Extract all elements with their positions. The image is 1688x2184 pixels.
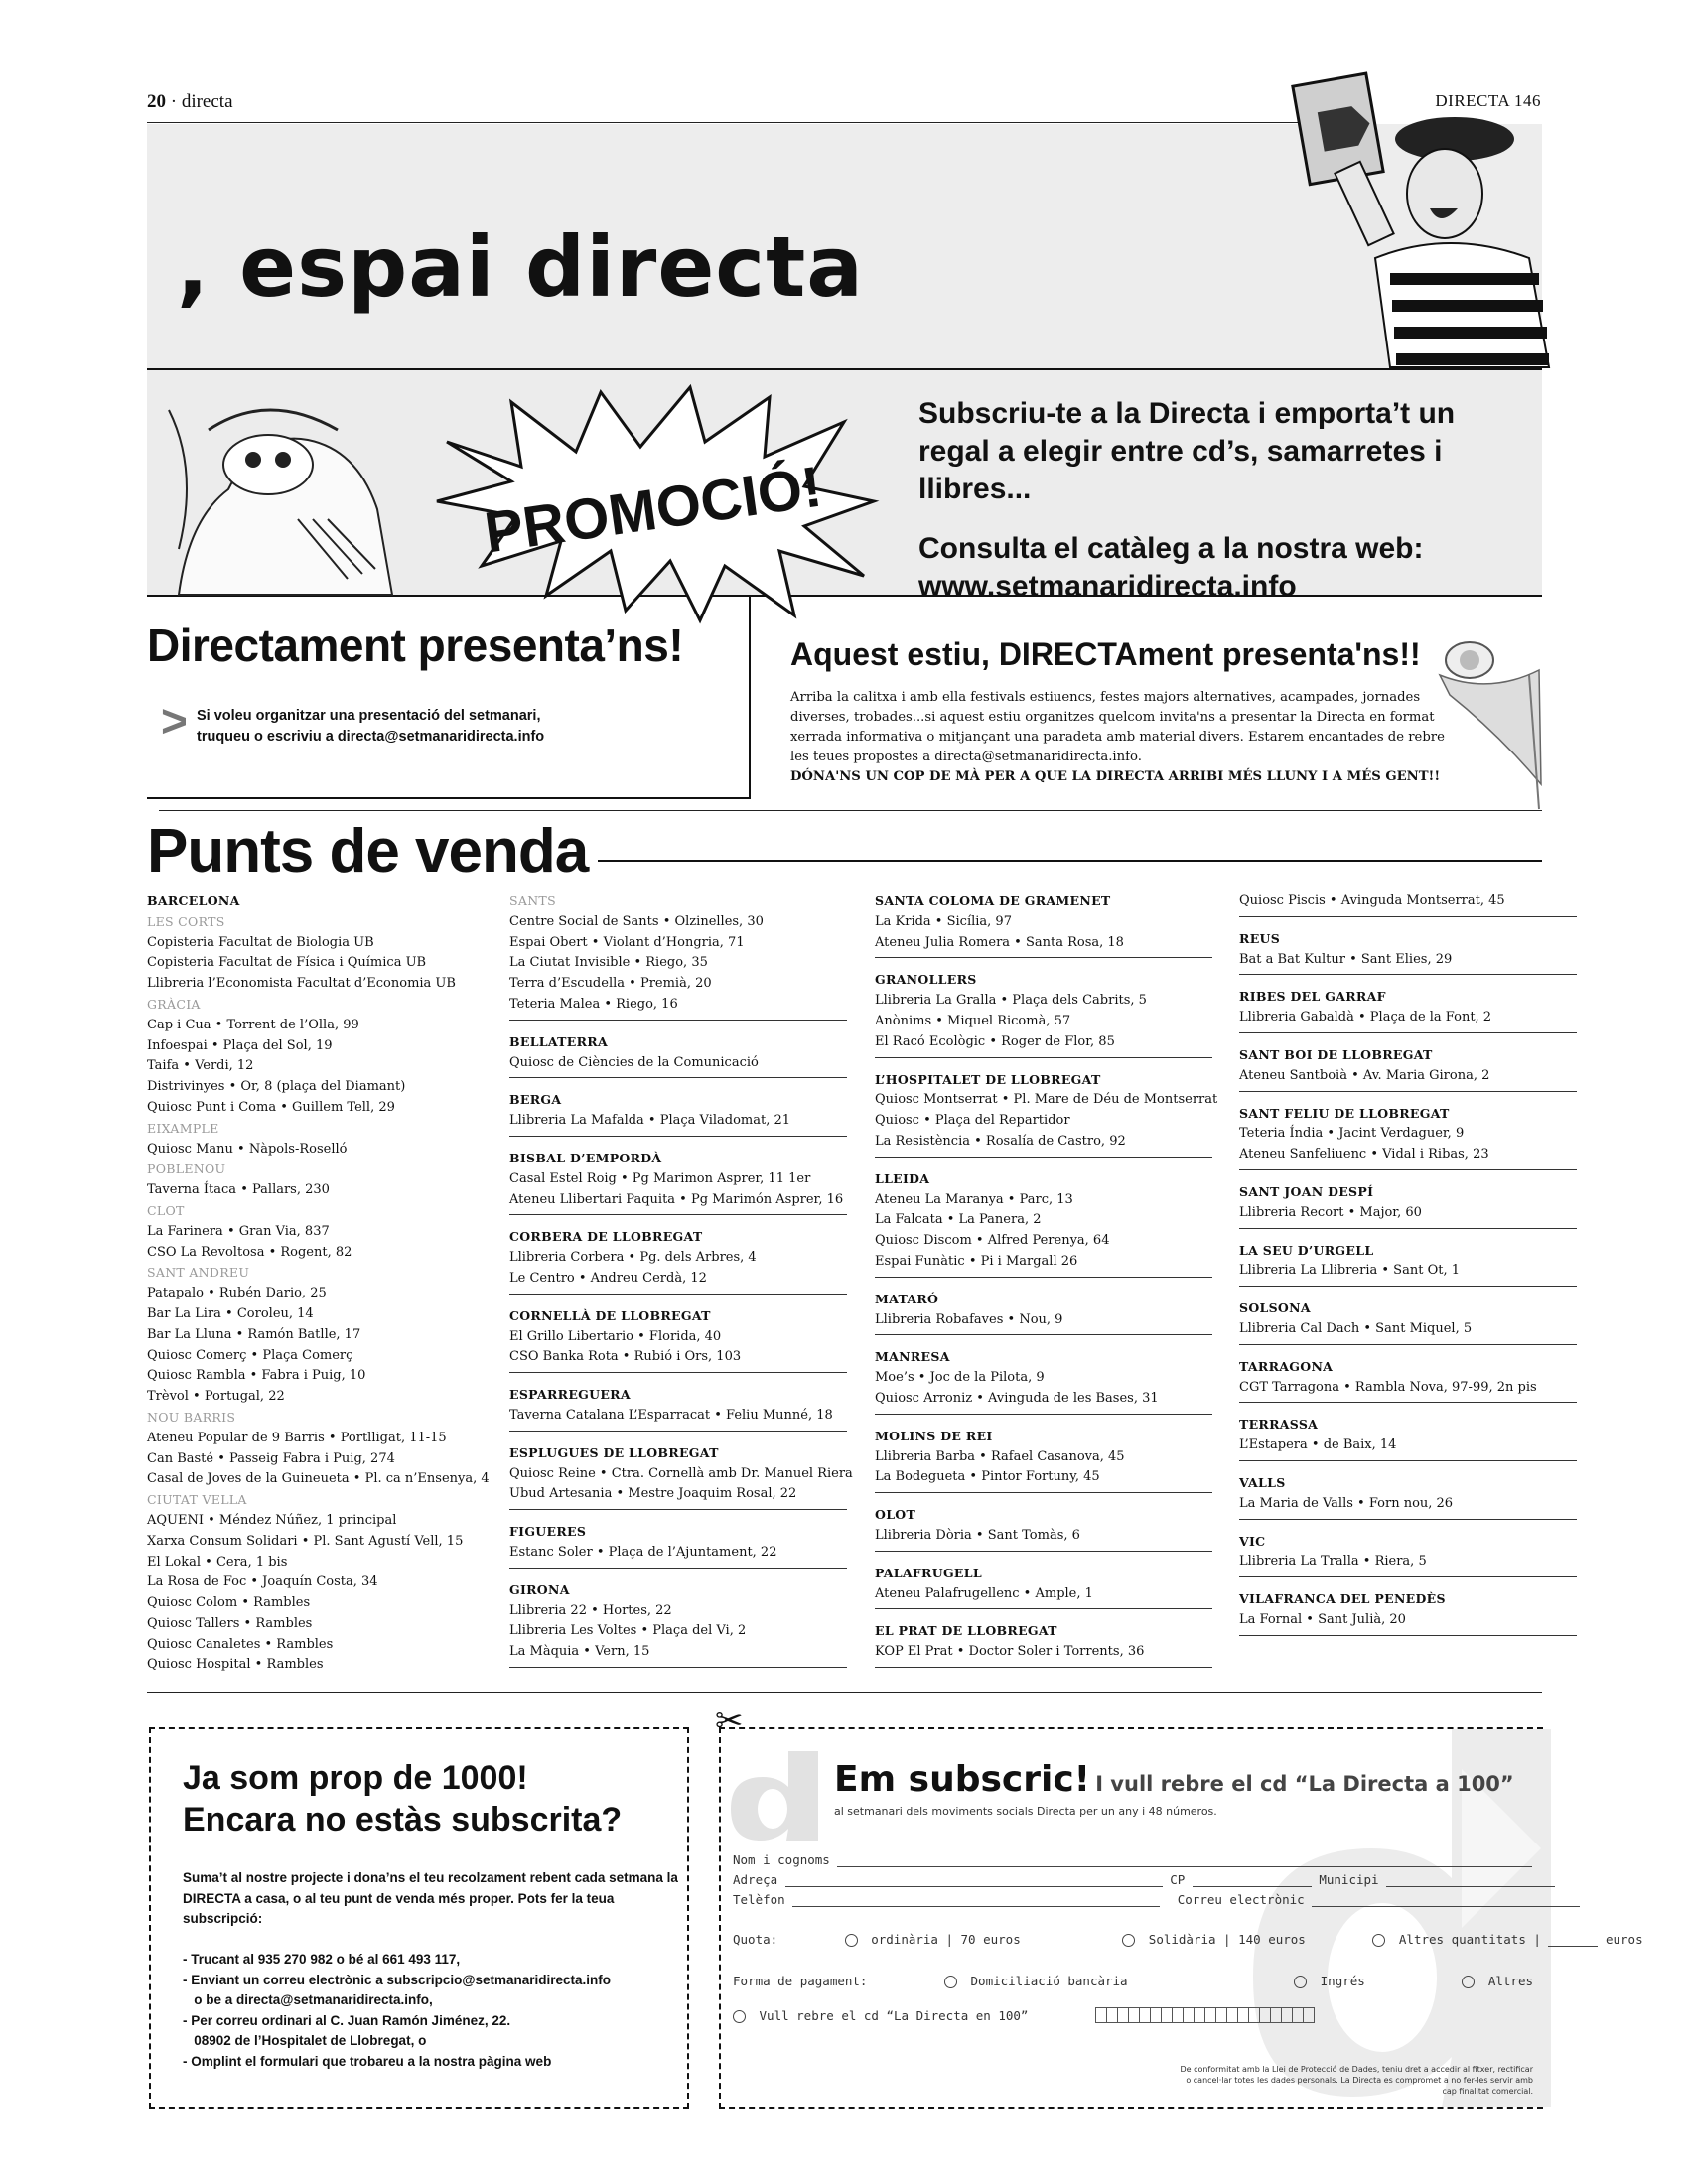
sale-point-entry: Xarxa Consum Solidari • Pl. Sant Agustí Vell, 15 <box>147 1533 464 1549</box>
phone-label: Telèfon <box>733 1892 785 1907</box>
sale-point-entry: Quiosc Discom • Alfred Perenya, 64 <box>875 1233 1110 1249</box>
name-label: Nom i cognoms <box>733 1852 830 1867</box>
presentation-right-body: Arriba la calitxa i amb ella festivals estiuencs, festes majors alternatives, acampades, jornades diverses, trobades...si aquest estiu organitzes quelcom invita'ns a presentar la Directa en format xerrada informativa o mitjançant una paradeta amb material divers. Estarem encantades de rebre les teues propostes a directa@setmanaridirecta.info. DÓNA'NS UN COP DE MÀ PER A QUE LA DIRECTA ARRIBI MÉS LLUNY I A MÉS GENT!! <box>790 690 1445 784</box>
email-field[interactable] <box>1312 1893 1580 1907</box>
sale-point-entry: Ateneu Santboià • Av. Maria Girona, 2 <box>1239 1067 1490 1083</box>
city-heading: PALAFRUGELL <box>875 1565 982 1580</box>
city-heading: GRANOLLERS <box>875 972 977 988</box>
city-group <box>1239 1473 1577 1520</box>
city-group <box>147 891 490 1680</box>
sale-point-entry: Llibreria 22 • Hortes, 22 <box>509 1602 672 1618</box>
promo-burst-text: PROMOCIÓ! <box>481 454 826 566</box>
sale-point-entry: Llibreria Gabaldà • Plaça de la Font, 2 <box>1239 1010 1492 1025</box>
name-field[interactable] <box>837 1853 1532 1867</box>
sale-point-entry: Llibreria La Llibreria • Sant Ot, 1 <box>1239 1263 1460 1279</box>
phone-field[interactable] <box>792 1893 1160 1907</box>
sale-point-entry: Llibreria La Tralla • Riera, 5 <box>1239 1554 1427 1570</box>
points-of-sale-column <box>147 891 490 1692</box>
euros-label: euros <box>1605 1932 1643 1947</box>
sale-point-entry: Llibreria Barba • Rafael Casanova, 45 <box>875 1448 1125 1464</box>
sale-point-entry: Casal Estel Roig • Pg Marimon Asprer, 11 1er <box>509 1170 811 1186</box>
points-of-sale-column <box>1239 891 1577 1648</box>
city-group <box>509 1090 847 1137</box>
sale-point-entry: Llibreria Les Voltes • Plaça del Vi, 2 <box>509 1623 747 1639</box>
presentation-right-box <box>751 597 1542 807</box>
sale-point-entry: Llibreria Corbera • Pg. dels Arbres, 4 <box>509 1250 757 1266</box>
quota-other-label: Altres quantitats | <box>1398 1932 1541 1947</box>
sale-point-entry: Patapalo • Rubén Dario, 25 <box>147 1286 327 1301</box>
sale-point-entry: Quiosc Tallers • Rambles <box>147 1615 313 1631</box>
sale-point-entry: Quiosc Reine • Ctra. Cornellà amb Dr. Manuel Riera <box>509 1465 853 1481</box>
sale-point-entry: Terra d’Escudella • Premià, 20 <box>509 976 712 992</box>
presentation-left-box <box>147 597 751 799</box>
presentation-left-title: Directament presenta’ns! <box>147 619 684 671</box>
presentation-cta: DÓNA'NS UN COP DE MÀ PER A QUE LA DIRECTA ARRIBI MÉS LLUNY I A MÉS GENT!! <box>790 769 1441 784</box>
payment-label: Forma de pagament: <box>733 1974 868 1988</box>
issue-label: DIRECTA 146 <box>1435 91 1541 110</box>
sale-point-entry: La Bodegueta • Pintor Fortuny, 45 <box>875 1469 1100 1485</box>
presentation-left-note: Si voleu organitzar una presentació del setmanari, truqueu o escriviu a directa@setmanaridirecta.info <box>197 706 633 748</box>
municipality-label: Municipi <box>1319 1872 1379 1887</box>
postcode-label: CP <box>1170 1872 1186 1887</box>
sale-point-entry: Ateneu Popular de 9 Barris • Portlligat, 11-15 <box>147 1430 447 1445</box>
scissors-icon: ✂ <box>715 1702 744 1741</box>
sale-point-entry: Quiosc Colom • Rambles <box>147 1595 311 1611</box>
legal-notice: De conformitat amb la Llei de Protecció de Dades, teniu dret a accedir al fitxer, rectificar o cancel·lar totes les dades personals. La Directa es compromet a no fer-les servir amb cap finalitat comercial. <box>1180 2065 1533 2096</box>
sale-point-entry: Quiosc Rambla • Fabra i Puig, 10 <box>147 1368 366 1384</box>
quota-solidarity-label: Solidària | 140 euros <box>1148 1932 1306 1947</box>
payment-deposit-radio[interactable] <box>1294 1976 1307 1988</box>
points-of-sale-column <box>509 891 853 1680</box>
subscription-method-item: - Omplint el formulari que trobareu a la nostra pàgina web <box>183 2053 552 2069</box>
sale-point-entry: Quiosc Piscis • Avinguda Montserrat, 45 <box>1239 893 1505 908</box>
city-group <box>875 1290 1212 1336</box>
sale-point-entry: Can Basté • Passeig Fabra i Puig, 274 <box>147 1450 395 1466</box>
city-heading: VILAFRANCA DEL PENEDÈS <box>1239 1591 1446 1607</box>
page-number: 20 · directa <box>147 91 233 112</box>
quota-other-radio[interactable] <box>1372 1934 1385 1947</box>
city-heading: ESPARREGUERA <box>509 1387 631 1403</box>
sale-point-entry: Centre Social de Sants • Olzinelles, 30 <box>509 913 764 929</box>
city-heading: MOLINS DE REI <box>875 1428 993 1443</box>
sale-point-entry: Taverna Catalana L’Esparracat • Feliu Munné, 18 <box>509 1407 833 1423</box>
cd-option-label: Vull rebre el cd “La Directa en 100” <box>759 2008 1029 2023</box>
chevron-right-icon: > <box>161 695 188 747</box>
city-heading: SANT JOAN DESPÍ <box>1239 1183 1374 1199</box>
city-heading: BISBAL D’EMPORDÀ <box>509 1150 662 1165</box>
city-heading: MATARÓ <box>875 1291 939 1306</box>
address-field[interactable] <box>785 1873 1163 1887</box>
sale-point-entry: Llibreria Recort • Major, 60 <box>1239 1204 1422 1220</box>
sale-point-entry: Quiosc Comerç • Plaça Comerç <box>147 1347 353 1363</box>
city-heading: MANRESA <box>875 1349 950 1365</box>
sale-point-entry: CSO Banka Rota • Rubió i Ors, 103 <box>509 1349 742 1365</box>
city-group <box>875 1427 1212 1493</box>
title-rule <box>598 860 1542 862</box>
sale-point-entry: Ateneu Sanfeliuenc • Vidal i Ribas, 23 <box>1239 1147 1489 1162</box>
city-group <box>1239 1357 1577 1404</box>
city-heading: CORBERA DE LLOBREGAT <box>509 1229 703 1245</box>
district-heading: GRÀCIA <box>147 996 201 1012</box>
city-group <box>1239 891 1577 917</box>
city-heading: OLOT <box>875 1507 916 1523</box>
city-group <box>509 1149 847 1215</box>
bank-account-field[interactable] <box>1095 2007 1314 2026</box>
subscribe-subtitle: al setmanari dels moviments socials Directa per un any i 48 números. <box>834 1805 1217 1818</box>
sale-point-entry: Quiosc Punt i Coma • Guillem Tell, 29 <box>147 1099 395 1115</box>
sale-point-entry: Ateneu Palafrugellenc • Ample, 1 <box>875 1585 1093 1601</box>
city-group <box>875 1169 1212 1278</box>
sale-point-entry: El Grillo Libertario • Florida, 40 <box>509 1328 722 1344</box>
sale-point-entry: Espai Obert • Violant d’Hongria, 71 <box>509 934 745 950</box>
points-of-sale-title: Punts de venda <box>147 817 589 886</box>
city-group <box>509 1580 847 1668</box>
sale-point-entry: Le Centro • Andreu Cerdà, 12 <box>509 1270 707 1286</box>
city-group <box>1239 987 1577 1033</box>
sale-point-entry: La Krida • Sicília, 97 <box>875 913 1012 929</box>
sale-point-entry: Bat a Bat Kultur • Sant Elies, 29 <box>1239 951 1453 967</box>
city-group <box>875 970 1212 1057</box>
sale-point-entry: Quiosc • Plaça del Repartidor <box>875 1113 1070 1129</box>
payment-direct-debit-label: Domiciliació bancària <box>970 1974 1128 1988</box>
city-heading: SANT FELIU DE LLOBREGAT <box>1239 1105 1450 1121</box>
sale-point-entry: La Rosa de Foc • Joaquín Costa, 34 <box>147 1574 378 1590</box>
payment-other-radio[interactable] <box>1462 1976 1475 1988</box>
sale-point-entry: Moe’s • Joc de la Pilota, 9 <box>875 1370 1045 1386</box>
section-rule <box>159 810 1542 811</box>
sale-point-entry: Llibreria La Gralla • Plaça dels Cabrits, 5 <box>875 993 1147 1009</box>
sale-point-entry: Ateneu Julia Romera • Santa Rosa, 18 <box>875 934 1124 950</box>
sale-point-entry: La Maria de Valls • Forn nou, 26 <box>1239 1495 1454 1511</box>
city-heading: TARRAGONA <box>1239 1358 1334 1374</box>
city-heading: FIGUERES <box>509 1524 587 1540</box>
account-digit-box[interactable] <box>1303 2007 1315 2023</box>
quota-label: Quota: <box>733 1932 778 1947</box>
city-group <box>509 1522 847 1569</box>
city-group <box>875 1505 1212 1552</box>
quota-ordinary-label: ordinària | 70 euros <box>871 1932 1021 1947</box>
city-group <box>509 891 847 1021</box>
city-heading: VALLS <box>1239 1474 1286 1490</box>
points-of-sale-column <box>875 891 1218 1680</box>
coupon-left-intro: Suma’t al nostre projecte i dona’ns el teu recolzament rebent cada setmana la DIRECTA a casa, o al teu punt de venda més proper. Pots fer la teua subscripció: <box>183 1870 678 1926</box>
city-heading: BARCELONA <box>147 893 240 908</box>
district-heading: SANT ANDREU <box>147 1265 250 1281</box>
city-group <box>1239 1532 1577 1578</box>
city-heading: GIRONA <box>509 1581 570 1597</box>
address-label: Adreça <box>733 1872 778 1887</box>
sale-point-entry: Llibreria Robafaves • Nou, 9 <box>875 1311 1063 1327</box>
district-heading: NOU BARRIS <box>147 1409 236 1425</box>
sale-point-entry: Quiosc Arroniz • Avinguda de les Bases, 31 <box>875 1390 1159 1406</box>
sale-point-entry: Quiosc Hospital • Rambles <box>147 1657 324 1673</box>
city-heading: LA SEU D’URGELL <box>1239 1242 1374 1258</box>
city-group <box>875 1621 1212 1668</box>
sale-point-entry: Quiosc Canaletes • Rambles <box>147 1636 334 1652</box>
sale-point-entry: L’Estapera • de Baix, 14 <box>1239 1437 1397 1453</box>
city-group <box>875 1564 1212 1610</box>
payment-direct-debit-radio[interactable] <box>944 1976 957 1988</box>
presentation-right-title: Aquest estiu, DIRECTAment presenta'ns!! <box>790 636 1421 672</box>
city-group <box>1239 1589 1577 1636</box>
sale-point-entry: Quiosc Manu • Nàpols-Roselló <box>147 1141 348 1157</box>
quota-other-amount-field[interactable] <box>1548 1933 1598 1947</box>
sale-point-entry: Quiosc de Ciències de la Comunicació <box>509 1054 759 1070</box>
district-heading: EIXAMPLE <box>147 1120 219 1136</box>
sale-point-entry: La Falcata • La Panera, 2 <box>875 1212 1042 1228</box>
city-heading: SANTA COLOMA DE GRAMENET <box>875 893 1111 908</box>
promo-line-2[interactable]: Consulta el catàleg a la nostra web: www.setmanaridirecta.info <box>918 532 1424 603</box>
district-heading: POBLENOU <box>147 1161 226 1177</box>
sale-point-entry: AQUENI • Méndez Núñez, 1 principal <box>147 1512 397 1528</box>
subscription-form-coupon <box>719 1727 1643 2109</box>
banner-title: , espai directa <box>177 218 864 316</box>
sale-point-entry: Infoespai • Plaça del Sol, 19 <box>147 1037 333 1053</box>
city-group <box>1239 1045 1577 1092</box>
sale-point-entry: Cap i Cua • Torrent de l’Olla, 99 <box>147 1017 359 1032</box>
sale-point-entry: Anònims • Miquel Ricomà, 57 <box>875 1013 1071 1028</box>
sale-point-entry: Quiosc Montserrat • Pl. Mare de Déu de Montserrat <box>875 1092 1218 1108</box>
sale-point-entry: Distrivinyes • Or, 8 (plaça del Diamant) <box>147 1079 406 1095</box>
city-group <box>1239 1298 1577 1345</box>
sale-point-entry: La Ciutat Invisible • Riego, 35 <box>509 955 708 971</box>
city-heading: BERGA <box>509 1092 562 1108</box>
sale-point-entry: CGT Tarragona • Rambla Nova, 97-99, 2n pis <box>1239 1379 1537 1395</box>
city-group <box>509 1227 847 1294</box>
subscription-method-item: o be a directa@setmanaridirecta.info, <box>183 1992 433 2007</box>
promo-burst <box>427 382 884 620</box>
sale-point-entry: La Màquia • Vern, 15 <box>509 1644 650 1660</box>
city-heading: VIC <box>1239 1533 1266 1549</box>
coupon-left-title: Ja som prop de 1000! Encara no estàs subscrita? <box>183 1759 623 1839</box>
city-group <box>1239 1182 1577 1229</box>
district-heading: LES CORTS <box>147 913 225 929</box>
cartoon-illustration-icon <box>149 370 407 595</box>
sale-point-entry: KOP El Prat • Doctor Soler i Torrents, 36 <box>875 1644 1145 1660</box>
sale-point-entry: Ubud Artesania • Mestre Joaquim Rosal, 22 <box>509 1486 797 1502</box>
city-group <box>1239 929 1577 976</box>
sale-point-entry: El Racó Ecològic • Roger de Flor, 85 <box>875 1033 1115 1049</box>
subscribe-title: Em subscric! I vull rebre el cd “La Directa a 100” <box>834 1759 1514 1800</box>
city-group <box>509 1443 853 1510</box>
payment-other-label: Altres <box>1487 1974 1534 1988</box>
subscription-method-item: - Per correu ordinari al C. Juan Ramón Jiménez, 22. <box>183 2012 511 2028</box>
sale-point-entry: Estanc Soler • Plaça de l’Ajuntament, 22 <box>509 1544 777 1560</box>
sale-point-entry: Taverna Ítaca • Pallars, 230 <box>147 1182 330 1198</box>
sale-point-entry: La Farinera • Gran Via, 837 <box>147 1223 330 1239</box>
sale-point-entry: Llibreria Cal Dach • Sant Miquel, 5 <box>1239 1320 1473 1336</box>
sale-point-entry: Ateneu La Maranya • Parc, 13 <box>875 1191 1073 1207</box>
newspaper-reader-mascot-icon <box>1281 69 1549 367</box>
city-heading: SANT BOI DE LLOBREGAT <box>1239 1046 1433 1062</box>
city-heading: BELLATERRA <box>509 1033 608 1049</box>
points-of-sale-bottom-rule <box>147 1692 1542 1693</box>
cd-option-radio[interactable] <box>733 2010 746 2023</box>
section-name: directa <box>181 91 233 112</box>
sale-point-entry: La Resistència • Rosalía de Castro, 92 <box>875 1133 1126 1149</box>
header-rule <box>147 122 1368 123</box>
sale-point-entry: Taifa • Verdi, 12 <box>147 1058 254 1074</box>
promo-text <box>918 395 1534 627</box>
city-group <box>875 1070 1218 1158</box>
sale-point-entry: Trèvol • Portugal, 22 <box>147 1389 285 1405</box>
sale-point-entry: Espai Funàtic • Pi i Margall 26 <box>875 1253 1078 1269</box>
city-group <box>1239 1241 1577 1288</box>
subscription-info-coupon <box>149 1727 689 2109</box>
cocktail-glass-icon <box>1430 635 1544 809</box>
subscription-method-item: 08902 de l’Hospitalet de Llobregat, o <box>183 2033 427 2048</box>
promo-line-1: Subscriu-te a la Directa i emporta’t un regal a elegir entre cd’s, samarretes i llibres... <box>918 397 1456 505</box>
contact-email-link[interactable]: truqueu o escriviu a directa@setmanaridirecta.info <box>197 729 545 745</box>
district-heading: SANTS <box>509 893 556 908</box>
sale-point-entry: Casal de Joves de la Guineueta • Pl. ca n’Ensenya, 4 <box>147 1471 490 1487</box>
municipality-field[interactable] <box>1386 1873 1555 1887</box>
district-heading: CLOT <box>147 1202 185 1218</box>
city-group <box>509 1032 847 1079</box>
city-group <box>875 891 1212 958</box>
city-group <box>509 1385 847 1432</box>
quota-solidarity-radio[interactable] <box>1122 1934 1135 1947</box>
sale-point-entry: Bar La Lluna • Ramón Batlle, 17 <box>147 1326 361 1342</box>
city-heading: L’HOSPITALET DE LLOBREGAT <box>875 1071 1101 1087</box>
sale-point-entry: Llibreria l’Economista Facultat d’Economia UB <box>147 976 456 992</box>
quota-ordinary-radio[interactable] <box>845 1934 858 1947</box>
sale-point-entry: Copisteria Facultat de Biologia UB <box>147 934 374 950</box>
subscription-methods-list <box>183 1950 679 2072</box>
sale-point-entry: Bar La Lira • Coroleu, 14 <box>147 1305 314 1321</box>
district-heading: CIUTAT VELLA <box>147 1492 247 1508</box>
city-heading: EL PRAT DE LLOBREGAT <box>875 1623 1057 1639</box>
city-group <box>875 1347 1212 1414</box>
city-group <box>509 1306 847 1373</box>
sale-point-entry: Llibreria La Mafalda • Plaça Viladomat, 21 <box>509 1113 791 1129</box>
city-heading: LLEIDA <box>875 1170 930 1186</box>
city-group <box>1239 1415 1577 1461</box>
sale-point-entry: Ateneu Llibertari Paquita • Pg Marimón Asprer, 16 <box>509 1191 844 1207</box>
payment-deposit-label: Ingrés <box>1320 1974 1365 1988</box>
city-heading: TERRASSA <box>1239 1417 1319 1433</box>
email-label: Correu electrònic <box>1177 1892 1305 1907</box>
city-heading: SOLSONA <box>1239 1300 1311 1316</box>
city-group <box>1239 1104 1577 1170</box>
sale-point-entry: Teteria Índia • Jacint Verdaguer, 9 <box>1239 1126 1465 1142</box>
sale-point-entry: CSO La Revoltosa • Rogent, 82 <box>147 1244 352 1260</box>
city-heading: RIBES DEL GARRAF <box>1239 989 1386 1005</box>
sale-point-entry: Teteria Malea • Riego, 16 <box>509 996 678 1012</box>
subscription-method-item: - Trucant al 935 270 982 o bé al 661 493 117, <box>183 1952 461 1967</box>
city-heading: ESPLUGUES DE LLOBREGAT <box>509 1444 719 1460</box>
sale-point-entry: El Lokal • Cera, 1 bis <box>147 1554 288 1570</box>
subscription-method-item: - Enviant un correu electrònic a subscripcio@setmanaridirecta.info <box>183 1972 612 1987</box>
directa-logo-icon <box>729 1751 823 1841</box>
sale-point-entry: La Fornal • Sant Julià, 20 <box>1239 1611 1406 1627</box>
sale-point-entry: Llibreria Dòria • Sant Tomàs, 6 <box>875 1527 1080 1543</box>
city-heading: REUS <box>1239 930 1281 946</box>
sale-point-entry: Copisteria Facultat de Física i Química UB <box>147 955 427 971</box>
city-heading: CORNELLÀ DE LLOBREGAT <box>509 1307 711 1323</box>
postcode-field[interactable] <box>1193 1873 1312 1887</box>
